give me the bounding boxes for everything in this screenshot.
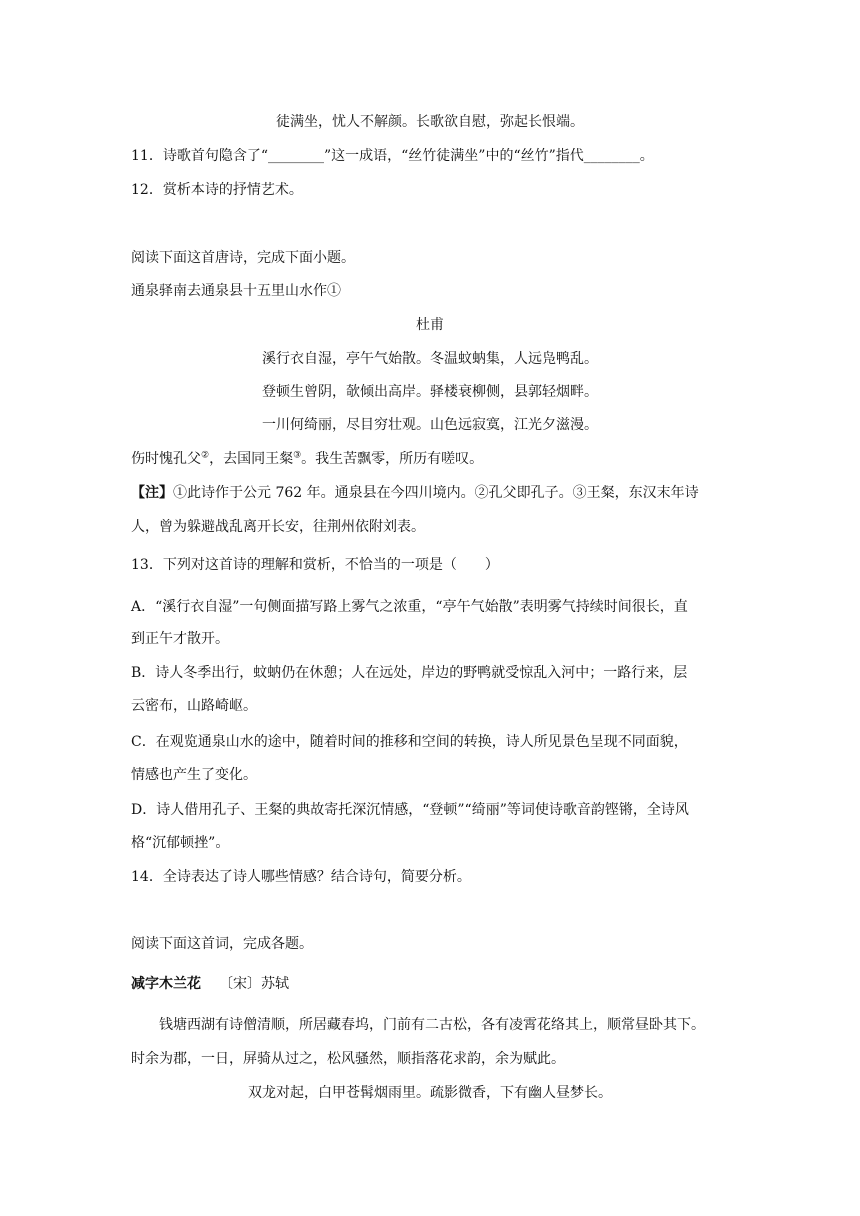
poem2-line-4-part-a: 伤时愧孔父 [131,451,201,467]
ci-preface-line-1: 钱塘西湖有诗僧清顺，所居藏春坞，门前有二古松，各有凌霄花络其上，顺常昼卧其下。 [159,1017,705,1033]
ci-author: 〔宋〕苏轼 [219,976,289,992]
poem1-tail-line: 徒满坐，忧人不解颜。长歌欲自慰，弥起长恨端。 [276,114,584,130]
section-intro-poem2: 阅读下面这首唐诗，完成下面小题。 [131,250,355,266]
poem2-line-4 [131,450,483,468]
question-14: 14．全诗表达了诗人哪些情感？结合诗句，简要分析。 [131,869,471,885]
option-d-line-2: 格“沉郁顿挫”。 [131,835,230,851]
option-a-line-2: 到正午才散开。 [131,631,229,647]
poem2-line-3: 一川何绮丽，尽目穷壮观。山色远寂寞，江光夕滋漫。 [262,417,598,433]
footnote-ref-3: ③ [293,450,302,461]
ci-title-line [131,975,289,993]
poem2-line-4-part-c: 。我生苦飘零，所历有嗟叹。 [301,451,484,467]
ci-preface-line-2: 时余为郡，一日，屏骑从过之，松风骚然，顺指落花求韵，余为赋此。 [131,1051,565,1067]
question-11: 11．诗歌首句隐含了“________”这一成语，“丝竹徒满坐”中的“丝竹”指代________。 [131,148,654,164]
option-c-line-2: 情感也产生了变化。 [131,767,257,783]
option-a-line-1: A．“溪行衣自湿”一句侧面描写路上雾气之浓重，“亭午气始散”表明雾气持续时间很长，直 [131,599,688,615]
note-bracket: 【注】 [131,485,173,501]
option-b-line-1: B．诗人冬季出行，蚊蚋仍在休憩；人在远处，岸边的野鸭就受惊乱入河中；一路行来，层 [131,665,688,681]
ci-title: 减字木兰花 [131,976,201,992]
question-12: 12．赏析本诗的抒情艺术。 [131,182,303,198]
note-text-1: ①此诗作于公元 762 年。通泉县在今四川境内。②孔父即孔子。③王粲，东汉末年诗 [173,485,699,501]
poem2-title: 通泉驿南去通泉县十五里山水作① [131,283,341,299]
poem2-line-4-part-b: ，去国同王粲 [209,451,294,467]
note-line-2: 人，曾为躲避战乱离开长安，往荆州依附刘表。 [131,519,425,535]
option-c-line-1: C．在观览通泉山水的途中，随着时间的推移和空间的转换，诗人所见景色呈现不同面貌， [131,734,688,750]
poem2-line-1: 溪行衣自湿，亭午气始散。冬温蚊蚋集，人远凫鸭乱。 [262,351,598,367]
note-line-1 [131,484,699,502]
option-d-line-1: D．诗人借用孔子、王粲的典故寄托深沉情感，“登顿”“绮丽”等词使诗歌音韵铿锵，全诗风 [131,802,689,818]
poem2-author: 杜甫 [416,317,444,333]
ci-line-1: 双龙对起，白甲苍髯烟雨里。疏影微香，下有幽人昼梦长。 [248,1085,612,1101]
section-intro-ci: 阅读下面这首词，完成各题。 [131,936,313,952]
option-b-line-2: 云密布，山路崎岖。 [131,698,257,714]
poem2-line-2: 登顿生曾阴，欹倾出高岸。驿楼衰柳侧，县郭轻烟畔。 [262,384,598,400]
footnote-ref-2: ② [201,450,210,461]
question-13-stem: 13．下列对这首诗的理解和赏析，不恰当的一项是（ ） [131,557,499,573]
